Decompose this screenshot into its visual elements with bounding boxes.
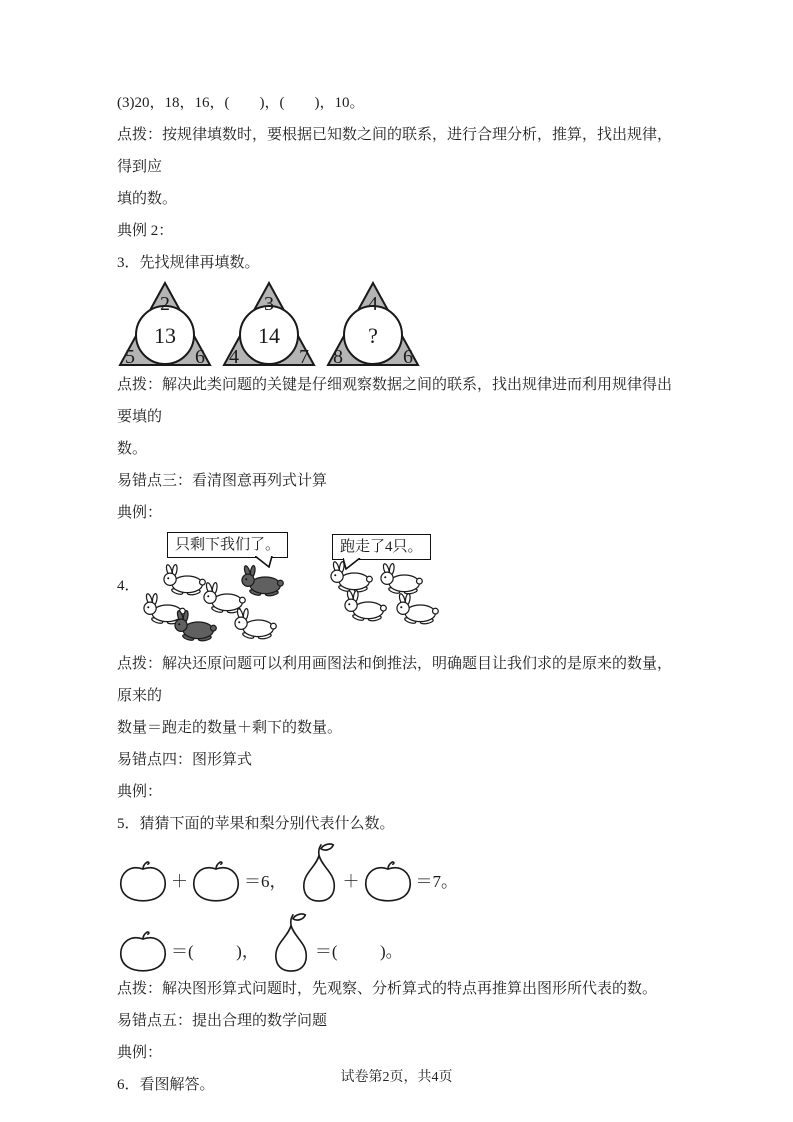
triangle-figure-row <box>117 280 679 368</box>
speech-bubble-text: 跑走了4只。 <box>340 539 423 555</box>
fruit-equation-row-1 <box>117 843 679 903</box>
example-heading: 典例 2： <box>117 223 174 239</box>
apple-icon <box>190 861 242 903</box>
plus-sign: ＋ <box>342 872 360 891</box>
equals-seven: ＝7。 <box>415 872 458 891</box>
example-heading: 典例： <box>117 1045 163 1061</box>
apple-answer-blank: ＝( )， <box>171 942 259 961</box>
apple-icon <box>117 861 169 903</box>
tip-paragraph-line: 点拨：解决图形算式问题时，先观察、分析算式的特点再推算出图形所代表的数。 <box>117 981 658 997</box>
triangle-puzzle-icon <box>221 280 317 368</box>
rabbit-figure <box>117 529 679 648</box>
example-heading: 典例： <box>117 784 163 800</box>
triangle-left-number: 5 <box>125 346 135 368</box>
plus-sign: ＋ <box>171 872 188 891</box>
mistake-heading: 易错点三：看清图意再列式计算 <box>117 473 328 489</box>
triangle-left-number: 4 <box>229 346 239 368</box>
speech-bubble-text: 只剩下我们了。 <box>175 537 281 553</box>
speech-bubble-remaining <box>167 532 288 558</box>
triangle-right-number: 6 <box>195 346 205 368</box>
triangle-right-number: 6 <box>403 346 413 368</box>
tip-paragraph-line: 填的数。 <box>117 191 178 207</box>
tip-paragraph-line: 数。 <box>117 441 148 457</box>
triangle-top-number: 4 <box>368 293 378 315</box>
triangle-center-number: 14 <box>258 323 280 348</box>
white-rabbit-icon <box>393 593 439 625</box>
question-4-number: 4． <box>117 578 140 594</box>
pear-answer-blank: ＝( )。 <box>314 942 403 961</box>
tip-paragraph-line: 点拨：按规律填数时，要根据已知数之间的联系，进行合理分析，推算，找出规律，得到应 <box>117 127 673 175</box>
triangle-center-number: ? <box>368 323 378 348</box>
tip-paragraph-line: 点拨：解决此类问题的关键是仔细观察数据之间的联系，找出规律进而利用规律得出要填的 <box>117 377 673 425</box>
triangle-left-number: 8 <box>333 346 343 368</box>
tip-paragraph-line: 数量＝跑走的数量＋剩下的数量。 <box>117 720 343 736</box>
question-3-title: 3．先找规律再填数。 <box>117 255 260 271</box>
triangle-right-number: 7 <box>299 346 309 368</box>
example-heading: 典例： <box>117 505 163 521</box>
fruit-equation-row-2 <box>117 913 679 973</box>
triangle-top-number: 3 <box>264 293 274 315</box>
speech-bubble-ranaway <box>332 534 431 560</box>
tip-paragraph-line: 点拨：解决还原问题可以利用画图法和倒推法，明确题目让我们求的是原来的数量，原来的 <box>117 656 673 704</box>
triangle-top-number: 2 <box>160 293 170 315</box>
apple-icon <box>362 861 414 903</box>
white-rabbit-icon <box>341 590 387 622</box>
pear-icon <box>271 913 313 973</box>
apple-icon <box>117 931 169 973</box>
mistake-heading: 易错点五：提出合理的数学问题 <box>117 1013 328 1029</box>
question-6-title: 6．看图解答。 <box>117 1077 215 1093</box>
white-rabbit-icon <box>327 561 373 593</box>
triangle-puzzle-icon <box>117 280 213 368</box>
number-sequence-line: (3)20，18，16，( )，( )，10。 <box>117 95 365 111</box>
white-rabbit-icon <box>231 608 277 640</box>
equals-six: ＝6， <box>244 872 287 891</box>
mistake-heading: 易错点四：图形算式 <box>117 752 253 768</box>
question-5-title: 5．猜猜下面的苹果和梨分别代表什么数。 <box>117 816 395 832</box>
triangle-center-number: 13 <box>154 323 176 348</box>
worksheet-body <box>117 0 679 1101</box>
page-footer: 试卷第2页，共4页 <box>340 1070 453 1085</box>
pear-icon <box>299 843 341 903</box>
triangle-puzzle-icon <box>325 280 421 368</box>
dark-rabbit-icon <box>171 610 217 642</box>
